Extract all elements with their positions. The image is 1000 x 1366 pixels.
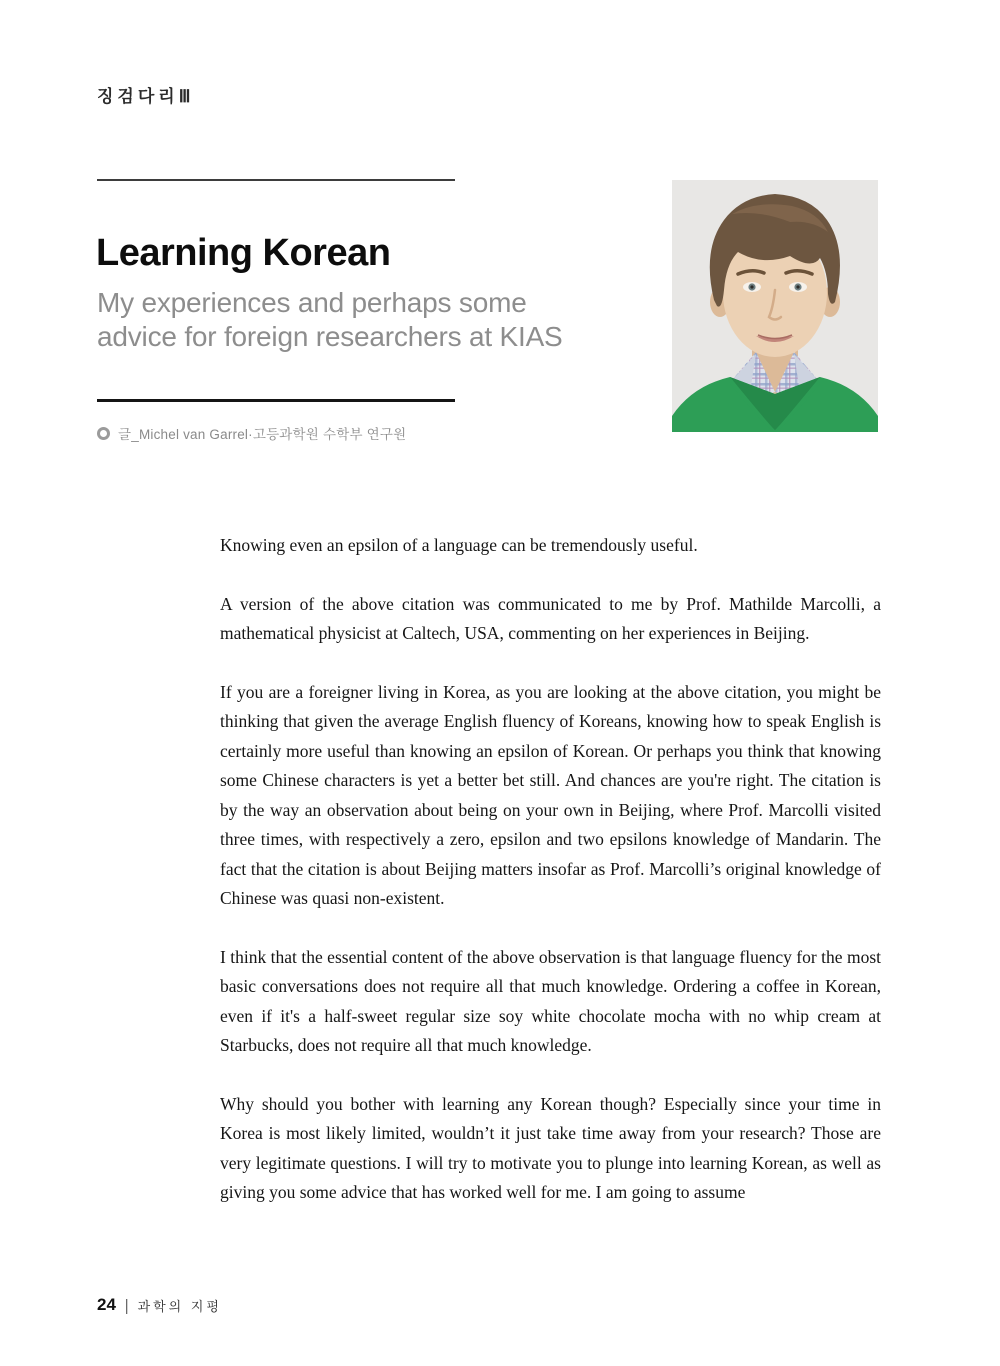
body-paragraph: If you are a foreigner living in Korea, as you are looking at the above citation, you might be thinking that given the average English fluency of Koreans, knowing how to speak English is certainly more useful than knowing an epsilon of Korean. Or perhaps you think that knowing some Chinese characters is yet a better bet still. And chances are you're right. The citation is by the way an observation about being on your own in Beijing, where Prof. Marcolli visited three times, with respectively a zero, epsilon and two epsilons knowledge of Mandarin. The fact that the citation is about Beijing matters insofar as Prof. Marcolli’s original knowledge of Chinese was quasi non-existent.: [220, 681, 881, 908]
body-paragraph: A version of the above citation was communicated to me by Prof. Mathilde Marcolli, a mathematical physicist at Caltech, USA, commenting on her experiences in Beijing.: [220, 593, 881, 643]
section-tag: 징검다리Ⅲ: [97, 87, 195, 106]
body-paragraph: I think that the essential content of the above observation is that language fluency for the most basic conversations does not require all that much knowledge. Ordering a coffee in Korean, even if it's a half-sweet regular size soy white chocolate mocha with no whip cream at Starbucks, does not require all that much knowledge.: [220, 946, 881, 1055]
author-photo: [672, 180, 878, 432]
byline: [97, 423, 406, 443]
body-paragraph: Why should you bother with learning any Korean though? Especially since your time in Korea is most likely limited, wouldn’t it just take time away from your research? Those are very legitimate questions. I will try to motivate you to plunge into learning Korean, as well as giving you some advice that has worked well for me. I am going to assume: [220, 1093, 881, 1202]
article-body: [220, 531, 881, 1237]
article-subtitle: [97, 286, 563, 354]
byline-rule: [97, 399, 455, 402]
footer-divider: |: [124, 1296, 129, 1314]
top-rule: [97, 179, 455, 181]
author-portrait-illustration: [672, 180, 878, 432]
byline-text: 글_Michel van Garrel·고등과학원 수학부 연구원: [118, 427, 407, 442]
bullet-ring-icon: [97, 427, 110, 440]
magazine-title: 과학의 지평: [137, 1298, 222, 1314]
subtitle-line-2: advice for foreign researchers at KIAS: [97, 321, 563, 352]
body-paragraph: Knowing even an epsilon of a language can be tremendously useful.: [220, 535, 698, 555]
article-title: Learning Korean: [96, 232, 391, 274]
subtitle-line-1: My experiences and perhaps some: [97, 287, 527, 318]
page-number: 24: [97, 1295, 116, 1314]
page-footer: [97, 1295, 222, 1315]
